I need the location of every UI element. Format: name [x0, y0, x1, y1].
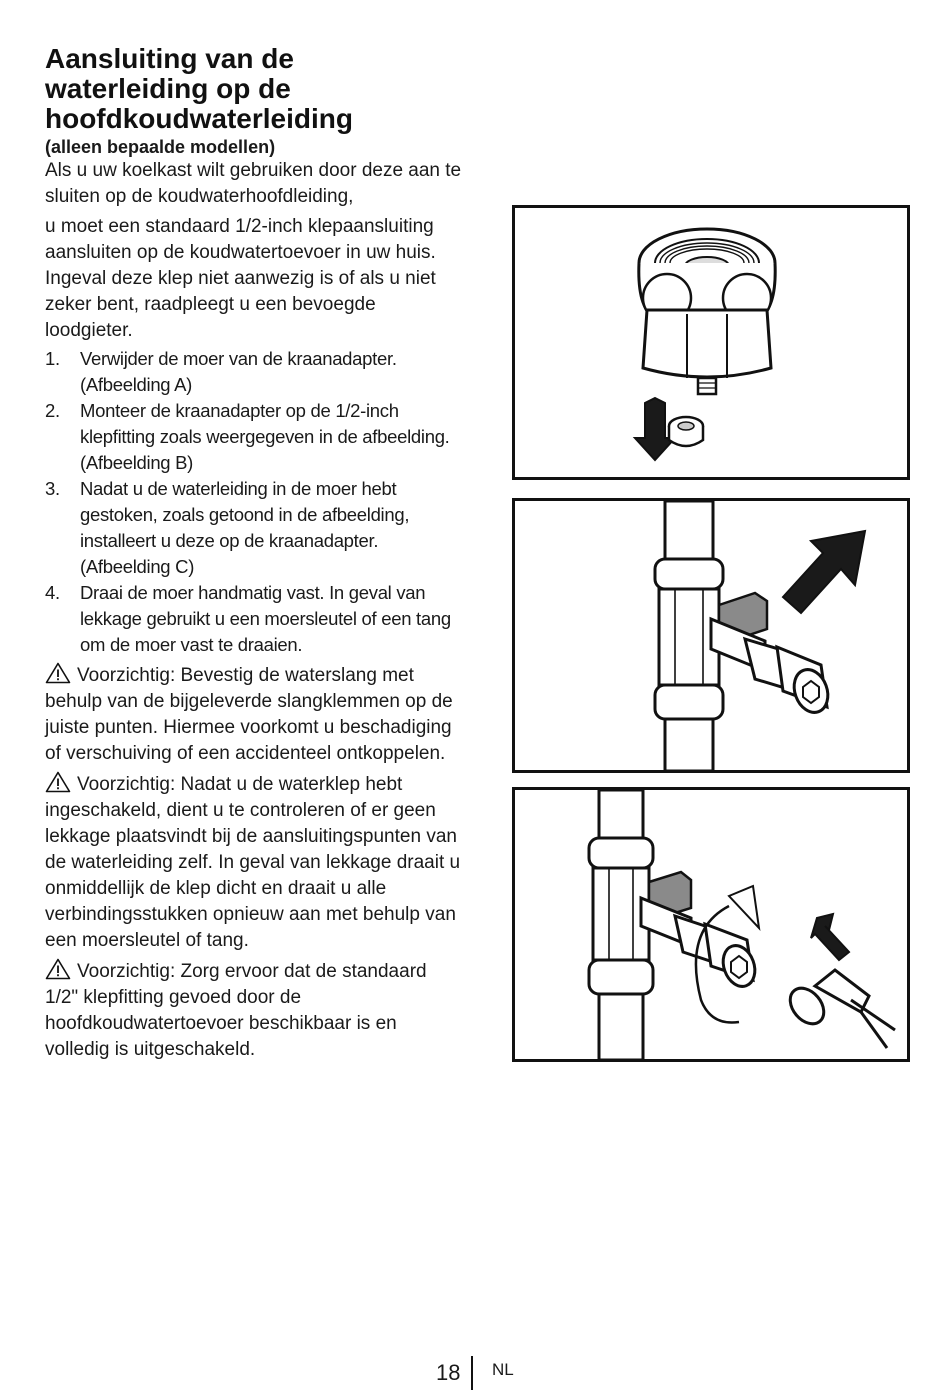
caution-text: Voorzichtig: Bevestig de waterslang met behulp van de bijgeleverde slangklemmen op de juiste punten. Hiermee voorkomt u beschadiging of verschuiving of een accidenteel ontkoppelen. — [45, 665, 453, 764]
step-text: Nadat u de waterleiding in de moer hebt gestoken, zoals getoond in de afbeelding, installeert u deze op de kraanadapter. (Afbeelding C) — [80, 478, 410, 577]
title-line-2: waterleiding op de — [45, 73, 291, 104]
caution-3 — [45, 958, 465, 1063]
title-line-3: hoofdkoudwaterleiding — [45, 103, 353, 134]
step-text: Verwijder de moer van de kraanadapter. (Afbeelding A) — [80, 348, 397, 395]
step-item — [45, 580, 465, 658]
figure-a — [512, 205, 910, 480]
steps-list — [45, 346, 465, 658]
language-label: NL — [492, 1360, 514, 1379]
text-column — [45, 44, 465, 1063]
step-item — [45, 476, 465, 580]
warning-triangle-icon — [45, 958, 71, 980]
step-number: 4. — [45, 582, 60, 603]
step-number: 2. — [45, 400, 60, 421]
step-number: 3. — [45, 478, 60, 499]
subtitle: (alleen bepaalde modellen) — [45, 137, 276, 157]
figure-c — [512, 787, 910, 1062]
intro-paragraph-a: Als u uw koelkast wilt gebruiken door deze aan te sluiten op de koudwaterhoofdleiding, — [45, 160, 462, 207]
page-number: 18 — [436, 1360, 461, 1385]
caution-text: Voorzichtig: Nadat u de waterklep hebt ingeschakeld, dient u te controleren of er geen lekkage plaatsvindt bij de aansluitingspunten van de waterleiding zelf. In geval van lekkage draait u onmiddellijk de klep dicht en draait u alle verbindingsstukken opnieuw aan met behulp van een moersleutel of tang. — [45, 774, 461, 951]
title-line-1: Aansluiting van de — [45, 43, 294, 74]
adapter-on-valve-illustration — [515, 501, 907, 770]
caution-text: Voorzichtig: Zorg ervoor dat de standaard 1/2" klepfitting gevoed door de hoofdkoudwatertoevoer beschikbaar is en volledig is uitgeschakeld. — [45, 961, 427, 1060]
warning-triangle-icon — [45, 771, 71, 793]
warning-triangle-icon — [45, 662, 71, 684]
step-text: Draai de moer handmatig vast. In geval van lekkage gebruikt u een moersleutel of een tang om de moer vast te draaien. — [80, 582, 451, 655]
footer-divider — [471, 1356, 473, 1390]
step-text: Monteer de kraanadapter op de 1/2-inch klepfitting zoals weergegeven in de afbeelding. (Afbeelding B) — [80, 400, 450, 473]
figure-b — [512, 498, 910, 773]
step-number: 1. — [45, 348, 60, 369]
page-title — [45, 44, 465, 134]
caution-2 — [45, 771, 465, 954]
intro-paragraph-b: u moet een standaard 1/2-inch klepaansluiting aansluiten op de koudwatertoevoer in uw huis. Ingeval deze klep niet aanwezig is of als u niet zeker bent, raadpleegt u een bevoegde loodgieter. — [45, 216, 436, 341]
page-footer — [0, 1356, 950, 1392]
caution-1 — [45, 662, 465, 767]
step-item — [45, 346, 465, 398]
step-item — [45, 398, 465, 476]
hose-connection-illustration — [515, 790, 907, 1059]
tap-adapter-illustration — [515, 208, 907, 477]
